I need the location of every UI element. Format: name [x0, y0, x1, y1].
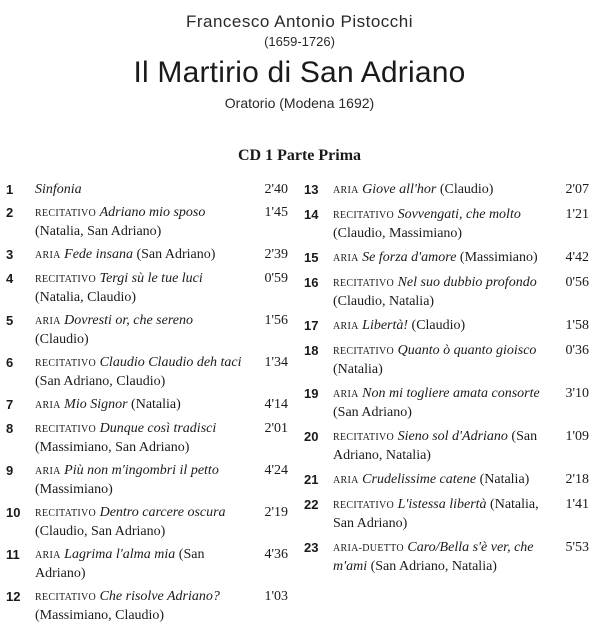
track-duration: 0'56 [565, 275, 589, 290]
track-type: RECITATIVO [333, 432, 395, 443]
track-title: Che risolve Adriano? [99, 589, 220, 604]
track-duration: 1'03 [264, 589, 288, 604]
track-row [6, 546, 288, 583]
track-row [304, 317, 589, 336]
track-number: 3 [6, 247, 14, 262]
track-title: Dunque così tradisci [99, 421, 217, 436]
track-performers: (Claudio, San Adriano) [35, 524, 166, 539]
track-number: 6 [6, 355, 14, 370]
track-description [35, 588, 244, 625]
track-title: Dovresti or, che sereno [64, 313, 193, 328]
track-type: RECITATIVO [35, 424, 97, 435]
track-number: 7 [6, 397, 14, 412]
track-duration: 1'58 [565, 318, 589, 333]
track-performers: (Claudio, Natalia) [333, 294, 435, 309]
track-performers: (Massimiano) [35, 482, 113, 497]
track-duration: 4'24 [264, 463, 288, 478]
track-title: Se forza d'amore [362, 250, 457, 265]
track-title: Libertà! [362, 318, 409, 333]
track-type: ARIA [35, 466, 61, 477]
track-row [304, 274, 589, 311]
track-description [35, 312, 244, 349]
track-description [35, 420, 244, 457]
track-number: 4 [6, 271, 14, 286]
track-description [333, 181, 545, 200]
track-title: Caro/Bella s'è ver, che m'ami [333, 540, 534, 574]
track-performers: (Natalia) [131, 397, 181, 412]
track-duration: 2'40 [264, 182, 288, 197]
track-duration: 2'39 [264, 247, 288, 262]
track-performers: (Massimiano, San Adriano) [35, 440, 190, 455]
track-row [304, 385, 589, 422]
track-number: 17 [304, 318, 319, 333]
track-duration: 2'01 [264, 421, 288, 436]
track-type: ARIA [333, 321, 359, 332]
track-description [35, 270, 244, 307]
track-row [6, 354, 288, 391]
track-number: 15 [304, 250, 319, 265]
track-row [6, 246, 288, 265]
track-type: ARIA [333, 253, 359, 264]
track-description [35, 546, 244, 583]
track-title: Tergi sù le tue luci [99, 271, 203, 286]
track-type: RECITATIVO [35, 358, 97, 369]
track-description [35, 181, 244, 199]
track-number: 10 [6, 505, 21, 520]
track-duration: 1'41 [565, 497, 589, 512]
composer-dates: (1659-1726) [264, 34, 335, 49]
track-number: 18 [304, 343, 319, 358]
track-performers: (San Adriano, Natalia) [370, 559, 497, 574]
track-number: 13 [304, 182, 319, 197]
track-performers: (Natalia) [333, 362, 383, 377]
track-performers: (Claudio) [411, 318, 466, 333]
track-type: RECITATIVO [35, 274, 97, 285]
track-number: 1 [6, 182, 14, 197]
track-description [333, 539, 545, 576]
track-number: 12 [6, 589, 21, 604]
cd-heading: CD 1 Parte Prima [237, 147, 362, 164]
track-performers: (San Adriano, Claudio) [35, 374, 166, 389]
track-type: ARIA [35, 250, 61, 261]
track-title: Crudelissime catene [362, 472, 477, 487]
track-performers: (San Adriano) [35, 547, 205, 581]
track-title: L'istessa libertà [397, 497, 487, 512]
track-row [304, 249, 589, 268]
track-number: 8 [6, 421, 14, 436]
track-duration: 0'36 [565, 343, 589, 358]
track-title: Claudio Claudio deh taci [99, 355, 242, 370]
track-row [304, 342, 589, 379]
track-column-right [304, 181, 589, 576]
track-duration: 2'07 [565, 182, 589, 197]
track-column-left [6, 181, 288, 625]
track-number: 5 [6, 313, 14, 328]
track-row [6, 270, 288, 307]
track-number: 9 [6, 463, 14, 478]
track-performers: (Natalia, San Adriano) [333, 497, 539, 531]
track-description [333, 428, 545, 465]
track-row [6, 420, 288, 457]
track-number: 11 [6, 547, 20, 562]
track-title: Adriano mio sposo [99, 205, 206, 220]
track-description [333, 471, 545, 490]
track-number: 16 [304, 275, 319, 290]
track-performers: (Natalia) [479, 472, 530, 487]
track-performers: (San Adriano, Natalia) [333, 429, 538, 463]
track-title: Fede insana [64, 247, 133, 262]
track-performers: (Natalia, San Adriano) [35, 224, 162, 239]
track-number: 2 [6, 205, 14, 220]
track-duration: 1'09 [565, 429, 589, 444]
track-number: 23 [304, 540, 319, 555]
track-duration: 4'36 [264, 547, 288, 562]
track-row [6, 462, 288, 499]
track-performers: (San Adriano) [136, 247, 216, 262]
track-duration: 1'56 [264, 313, 288, 328]
track-performers: (Claudio, Massimiano) [333, 226, 463, 241]
track-description [35, 204, 244, 241]
track-type: RECITATIVO [35, 508, 97, 519]
track-type: ARIA [35, 400, 61, 411]
track-title: Mio Signor [64, 397, 128, 412]
track-title: Quanto ò quanto gioisco [397, 343, 537, 358]
track-title: Dentro carcere oscura [99, 505, 226, 520]
composer-name: Francesco Antonio Pistocchi [185, 12, 414, 31]
track-type: RECITATIVO [35, 592, 97, 603]
track-duration: 5'53 [565, 540, 589, 555]
track-title: Lagrima l'alma mia [64, 547, 176, 562]
track-description [35, 504, 244, 541]
track-duration: 0'59 [264, 271, 288, 286]
track-duration: 1'21 [565, 207, 589, 222]
track-row [6, 504, 288, 541]
track-title: Non mi togliere amata consorte [362, 386, 540, 401]
track-description [35, 462, 244, 499]
track-performers: (Claudio) [35, 332, 89, 347]
track-description [333, 274, 545, 311]
track-performers: (Massimiano, Claudio) [35, 608, 165, 623]
track-type: RECITATIVO [333, 210, 395, 221]
track-description [333, 342, 545, 379]
track-number: 22 [304, 497, 319, 512]
track-type: RECITATIVO [333, 500, 395, 511]
track-type: ARIA [333, 475, 359, 486]
track-row [6, 588, 288, 625]
track-description [333, 317, 545, 336]
work-title: Il Martirio di San Adriano [133, 56, 466, 89]
track-duration: 1'45 [264, 205, 288, 220]
track-description [333, 385, 545, 422]
track-performers: (Massimiano) [459, 250, 538, 265]
track-row [304, 206, 589, 243]
track-duration: 4'14 [264, 397, 288, 412]
track-type: ARIA [35, 550, 61, 561]
track-description [333, 496, 545, 533]
track-number: 21 [304, 472, 319, 487]
track-type: RECITATIVO [35, 208, 97, 219]
track-duration: 2'18 [565, 472, 589, 487]
track-row [6, 204, 288, 241]
track-description [333, 249, 545, 268]
track-performers: (San Adriano) [333, 405, 412, 420]
track-row [304, 539, 589, 576]
track-description [35, 396, 244, 415]
track-row [304, 428, 589, 465]
track-row [304, 496, 589, 533]
track-title: Più non m'ingombri il petto [64, 463, 219, 478]
track-duration: 1'34 [264, 355, 288, 370]
track-duration: 4'42 [565, 250, 589, 265]
track-title: Giove all'hor [362, 182, 437, 197]
track-type: ARIA [333, 185, 359, 196]
track-number: 20 [304, 429, 319, 444]
track-type: ARIA [333, 389, 359, 400]
track-title: Sinfonia [35, 182, 82, 197]
track-row [304, 181, 589, 200]
track-description [35, 354, 244, 391]
track-number: 14 [304, 207, 319, 222]
track-duration: 3'10 [565, 386, 589, 401]
track-type: RECITATIVO [333, 346, 395, 357]
track-type: ARIA-DUETTO [333, 543, 404, 554]
track-description [333, 206, 545, 243]
track-duration: 2'19 [264, 505, 288, 520]
track-row [304, 471, 589, 490]
track-type: ARIA [35, 316, 61, 327]
work-subtitle: Oratorio (Modena 1692) [224, 95, 375, 111]
track-title: Sieno sol d'Adriano [397, 429, 508, 444]
track-type: RECITATIVO [333, 278, 395, 289]
track-performers: (Claudio) [439, 182, 494, 197]
track-performers: (Natalia, Claudio) [35, 290, 137, 305]
track-row [6, 181, 288, 199]
track-row [6, 396, 288, 415]
track-title: Sovvengati, che molto [397, 207, 521, 222]
track-description [35, 246, 244, 265]
track-number: 19 [304, 386, 319, 401]
track-title: Nel suo dubbio profondo [397, 275, 537, 290]
track-row [6, 312, 288, 349]
